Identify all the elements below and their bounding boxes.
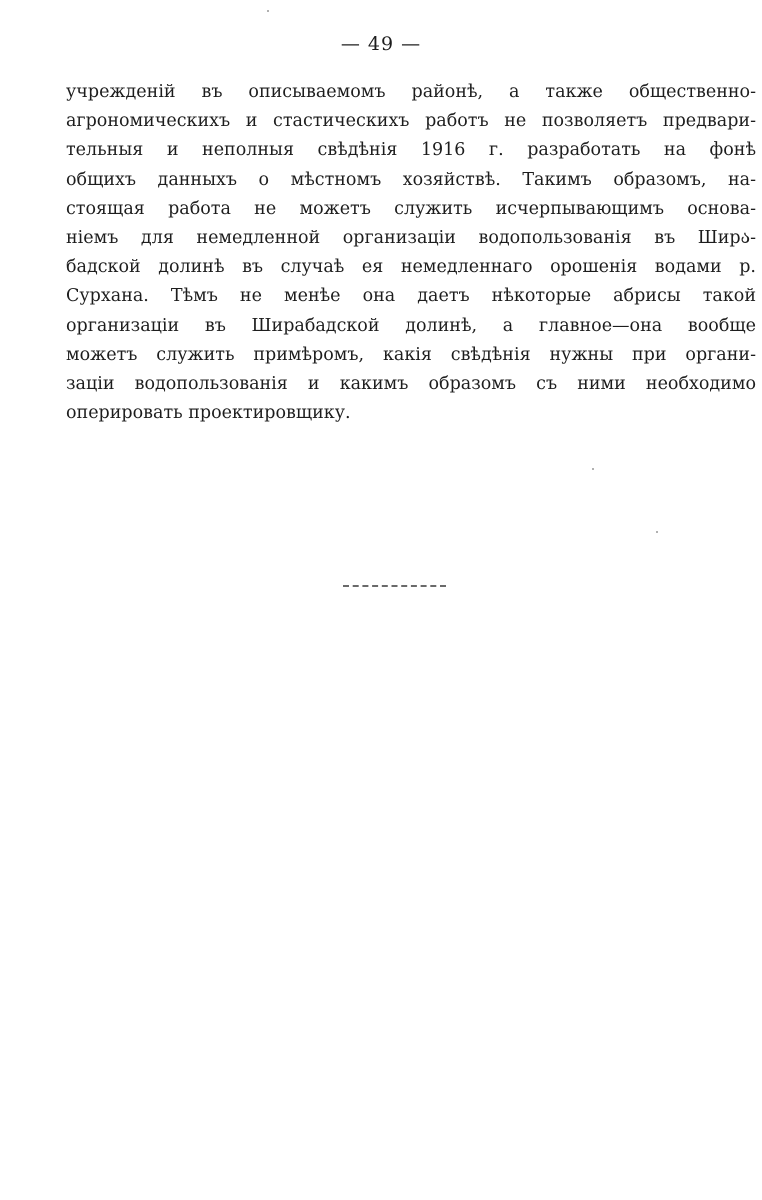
text-line-8: Сурхана. Тѣмъ не менѣе она даетъ нѣкоторые абрисы такой xyxy=(66,286,756,307)
text-line-7: бадской долинѣ въ случаѣ ея немедленнаго орошенія водами р. xyxy=(66,257,756,278)
text-line-5: стоящая работа не можетъ служить исчерпывающимъ основа- xyxy=(66,198,756,219)
text-line-9: организаціи въ Ширабадской долинѣ, а главное—она вообще xyxy=(66,315,756,336)
section-end-rule xyxy=(343,585,446,587)
text-line-10: можетъ служить примѣромъ, какія свѣдѣнія нужны при органи- xyxy=(66,344,756,365)
text-line-11: заціи водопользованія и какимъ образомъ съ ними необходимо xyxy=(66,373,756,394)
paper-speck xyxy=(656,531,658,533)
text-line-2: агрономическихъ и стастическихъ работъ не позволяетъ предвари- xyxy=(66,111,756,132)
paper-speck xyxy=(592,468,594,470)
text-line-6: ніемъ для немедленной организаціи водопользованія въ Ширა- xyxy=(66,227,756,248)
text-line-3: тельныя и неполныя свѣдѣнія 1916 г. разработать на фонѣ xyxy=(66,140,756,161)
text-line-4: общихъ данныхъ о мѣстномъ хозяйствѣ. Такимъ образомъ, на- xyxy=(66,169,756,190)
page-number: — 49 — xyxy=(340,33,422,55)
text-line-1: учрежденій въ описываемомъ районѣ, а также общественно- xyxy=(66,82,756,102)
body-paragraph xyxy=(66,78,756,428)
text-line-12: оперировать проектировщику. xyxy=(66,403,351,424)
paper-speck xyxy=(267,10,269,12)
